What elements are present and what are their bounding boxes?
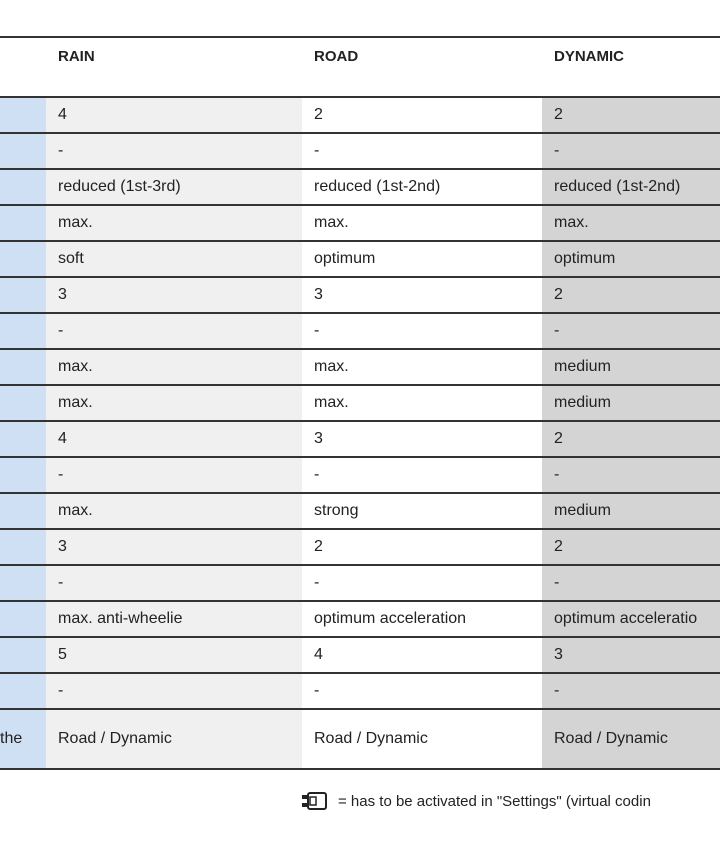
table-row <box>0 386 720 422</box>
road-cell: 2 <box>302 98 542 132</box>
dynamic-cell: reduced (1st-2nd) <box>542 170 720 204</box>
dynamic-cell: max. <box>542 206 720 240</box>
row-label-cell <box>0 458 46 492</box>
table-row <box>0 170 720 206</box>
road-cell: - <box>302 458 542 492</box>
header-cell-road: ROAD <box>302 38 542 96</box>
dynamic-cell: 3 <box>542 638 720 672</box>
table-row <box>0 134 720 170</box>
rain-cell: soft <box>46 242 302 276</box>
dynamic-cell: 2 <box>542 98 720 132</box>
rain-cell: - <box>46 314 302 348</box>
settings-plug-icon <box>298 790 330 812</box>
dynamic-cell: - <box>542 566 720 600</box>
dynamic-cell: optimum acceleratio <box>542 602 720 636</box>
road-cell: - <box>302 134 542 168</box>
road-cell: 2 <box>302 530 542 564</box>
dynamic-cell: - <box>542 458 720 492</box>
road-cell: max. <box>302 206 542 240</box>
road-cell: max. <box>302 386 542 420</box>
rain-cell: max. <box>46 206 302 240</box>
rain-cell: 3 <box>46 278 302 312</box>
row-label-cell <box>0 386 46 420</box>
row-label-cell <box>0 422 46 456</box>
road-cell: strong <box>302 494 542 528</box>
rain-cell: - <box>46 566 302 600</box>
road-cell: optimum <box>302 242 542 276</box>
row-label-cell <box>0 134 46 168</box>
rain-cell: 3 <box>46 530 302 564</box>
row-label-cell <box>0 170 46 204</box>
table-row <box>0 278 720 314</box>
table-row <box>0 602 720 638</box>
row-label-cell <box>0 314 46 348</box>
table-row <box>0 494 720 530</box>
mode-comparison-table <box>0 36 720 770</box>
table-row <box>0 98 720 134</box>
dynamic-cell: - <box>542 134 720 168</box>
table-row <box>0 638 720 674</box>
table-row <box>0 206 720 242</box>
row-label-cell <box>0 638 46 672</box>
road-cell: 3 <box>302 422 542 456</box>
road-cell: - <box>302 674 542 708</box>
dynamic-cell: medium <box>542 386 720 420</box>
rain-cell: Road / Dynamic <box>46 710 302 768</box>
header-cell-rain: RAIN <box>46 38 302 96</box>
rain-cell: max. <box>46 350 302 384</box>
road-cell: 4 <box>302 638 542 672</box>
row-label-cell <box>0 278 46 312</box>
rain-cell: - <box>46 674 302 708</box>
rain-cell: 5 <box>46 638 302 672</box>
dynamic-cell: - <box>542 674 720 708</box>
road-cell: 3 <box>302 278 542 312</box>
row-label-cell <box>0 350 46 384</box>
table-row <box>0 350 720 386</box>
rain-cell: - <box>46 458 302 492</box>
rain-cell: - <box>46 134 302 168</box>
table-row <box>0 566 720 602</box>
rain-cell: max. <box>46 494 302 528</box>
road-cell: Road / Dynamic <box>302 710 542 768</box>
row-label-cell <box>0 494 46 528</box>
table-row <box>0 674 720 710</box>
row-label-cell <box>0 98 46 132</box>
legend <box>298 790 651 812</box>
table-row <box>0 422 720 458</box>
road-cell: reduced (1st-2nd) <box>302 170 542 204</box>
table-row <box>0 710 720 770</box>
row-label-cell <box>0 530 46 564</box>
header-cell-dynamic: DYNAMIC <box>542 38 720 96</box>
row-label-cell <box>0 206 46 240</box>
road-cell: - <box>302 566 542 600</box>
row-label-cell <box>0 566 46 600</box>
table-header-row <box>0 38 720 98</box>
header-cell-blank <box>0 38 46 96</box>
dynamic-cell: - <box>542 314 720 348</box>
table-row <box>0 242 720 278</box>
rain-cell: reduced (1st-3rd) <box>46 170 302 204</box>
road-cell: - <box>302 314 542 348</box>
rain-cell: max. <box>46 386 302 420</box>
legend-text: = has to be activated in "Settings" (virtual codin <box>338 792 651 810</box>
dynamic-cell: medium <box>542 494 720 528</box>
dynamic-cell: 2 <box>542 278 720 312</box>
dynamic-cell: optimum <box>542 242 720 276</box>
row-label-cell <box>0 242 46 276</box>
dynamic-cell: Road / Dynamic <box>542 710 720 768</box>
rain-cell: 4 <box>46 98 302 132</box>
row-label-cell <box>0 602 46 636</box>
road-cell: optimum acceleration <box>302 602 542 636</box>
row-label-cell: the <box>0 710 46 768</box>
dynamic-cell: medium <box>542 350 720 384</box>
table-row <box>0 530 720 566</box>
road-cell: max. <box>302 350 542 384</box>
table-row <box>0 458 720 494</box>
dynamic-cell: 2 <box>542 422 720 456</box>
rain-cell: max. anti-wheelie <box>46 602 302 636</box>
rain-cell: 4 <box>46 422 302 456</box>
dynamic-cell: 2 <box>542 530 720 564</box>
table-row <box>0 314 720 350</box>
row-label-cell <box>0 674 46 708</box>
